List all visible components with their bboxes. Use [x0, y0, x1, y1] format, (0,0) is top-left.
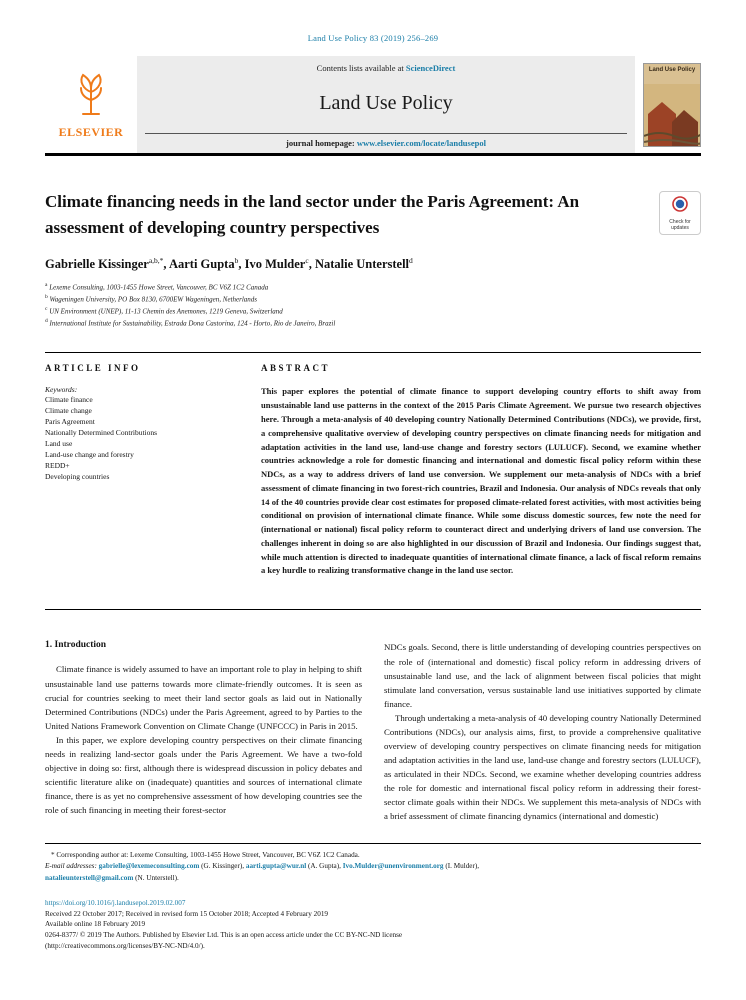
abstract-heading: ABSTRACT — [261, 363, 331, 374]
keyword-item: Climate finance — [45, 395, 93, 405]
title-row — [45, 189, 701, 240]
article-title: Climate financing needs in the land sector under the Paris Agreement: An assessment of developing country perspectives — [45, 192, 580, 237]
header-band-center — [137, 56, 635, 153]
body-paragraph: In this paper, we explore developing country perspectives on their climate financing needs in realizing land-sector goals under the Paris Agreement. We have a two-fold objective in doing so: first, although there is widespread discussion in policy debates and scientific literature alike on (inadequate) quantities and sources of international climate finance, there is as yet no comprehensive assessment of how developing countries see the role of such financing in meeting their forest-sector — [45, 734, 362, 816]
author-affil-marker: b — [234, 256, 239, 265]
email-link[interactable]: gabrielle@lexemeconsulting.com — [98, 862, 200, 871]
body-paragraph: Climate finance is widely assumed to have an important role to play in helping to shift unsustainable land use patterns towards more climate-friendly outcomes. It is seen as crucial for countries seeking to meet their land sector goals as laid out in Nationally Determined Contributions (NDCs) under the Paris Agreement, agreed to by Parties to the United Nations Framework Convention on Climate Change (UNFCCC) in Paris in 2015. — [45, 664, 362, 731]
footnote-corresponding: * Corresponding author at: Lexeme Consulting, 1003-1455 Howe Street, Vancouver, BC V6Z 1C2 Canada. — [51, 851, 360, 860]
contents-prefix: Contents lists available at — [316, 63, 406, 73]
article-info-column — [45, 363, 241, 593]
keyword-item: Land-use change and forestry — [45, 449, 134, 459]
copyright-line: 0264-8377/ © 2019 The Authors. Published by Elsevier Ltd. This is an open access article under the CC BY-NC-ND license — [45, 931, 403, 940]
email-name: (I. Mulder), — [443, 862, 480, 871]
email-label: E-mail addresses: — [45, 862, 99, 871]
affiliation: $^a$ Lexeme Consulting, 1003-1455 Howe Street, Vancouver, BC V6Z 1C2 Canada — [45, 282, 269, 292]
email-link[interactable]: aarti.gupta@wur.nl — [245, 862, 307, 871]
section-heading-introduction: 1. Introduction — [45, 640, 107, 651]
email-name: (N. Unterstell). — [133, 873, 179, 882]
doi-link[interactable]: https://doi.org/10.1016/j.landusepol.2019.02.007 — [45, 898, 186, 907]
email-name: (G. Kissinger), — [199, 862, 246, 871]
body-column-right — [384, 640, 701, 823]
cover-cell — [635, 56, 701, 153]
journal-cover-thumbnail[interactable] — [643, 63, 701, 147]
license-url[interactable]: (http://creativecommons.org/licenses/BY-NC-ND/4.0/). — [45, 941, 205, 950]
doi-block — [45, 898, 701, 952]
affiliation: $^b$ Wageningen University, PO Box 8130, 6700EW Wageningen, Netherlands — [45, 293, 258, 304]
keyword-item: Paris Agreement — [45, 417, 95, 427]
body-paragraph: NDCs goals. Second, there is little understanding of developing countries perspectives on the role of (international and domestic) fiscal policy reform in addressing drivers of unsustainable land use, and the lack of alignment between fiscal policies that might stimulate land conversation, versus sustainable land use initiatives supported by climate finance. — [384, 642, 701, 709]
journal-title: Land Use Policy — [319, 91, 453, 114]
received-dates: Received 22 October 2017; Received in revised form 15 October 2018; Accepted 4 February 2019 — [45, 909, 329, 918]
keyword-item: Developing countries — [45, 471, 110, 481]
homepage-label: journal homepage: — [286, 138, 357, 148]
header-band-wrapper — [45, 56, 701, 156]
check-updates-icon — [672, 196, 688, 217]
body-columns — [45, 640, 701, 823]
footnote-separator — [45, 843, 701, 883]
available-online: Available online 18 February 2019 — [45, 920, 146, 929]
cover-title: Land Use Policy — [648, 66, 696, 73]
email-link[interactable]: natalieunterstell@gmail.com — [45, 873, 134, 882]
abstract-column — [261, 363, 701, 593]
abstract-text: This paper explores the potential of climate finance to support developing country efforts to shift away from unsustainable land use patterns in the context of the 2015 Paris Climate Agreement. We pursue two research objectives here. Through a meta-analysis of 40 developing country Nationally Determined Contributions (NDCs), we provide, first, a comprehensive qualitative overview of developing country perspectives on climate financing needs for mitigation and adaptation activities in the land use, land-use change and forestry sectors (LULUCF). Second, we examine whether countries acknowledge a role for domestic financing and international and domestic fiscal policy reform within these NDCs, as a way to address drivers of land use conversion. We supplement our meta-analysis of NDCs with a brief assessment of climate financing in two forest-rich countries, Brazil and Indonesia. Our analysis of NDCs reveals that only 14 of the 40 countries provide clear cost estimates for proposed climate-related forest activities, with most activities being conditional on provision of international climate finance. While some discuss domestic sources, few note the need for (international or national) fiscal policy reform to counteract direct and underlying drivers of land use conversion. The challenges inherent in doing so are also highlighted in our discussion of Brazil and Indonesia. Our findings suggest that, while much attention is directed to inadequate quantities of international climate finance, a lack of fiscal reform remains a key hurdle to realizing transformative change in the land use sector. — [261, 386, 701, 576]
elsevier-tree-icon — [70, 70, 112, 123]
author: Aarti Gupta$^b$, — [168, 256, 245, 272]
author: Gabrielle Kissinger$^{a,b,*}$, — [45, 256, 169, 272]
keyword-item: REDD+ — [45, 460, 70, 470]
author-list — [45, 256, 701, 272]
check-updates-label: Check for updates — [669, 218, 691, 231]
sciencedirect-link[interactable]: ScienceDirect — [405, 63, 456, 73]
article-info-heading: ARTICLE INFO — [45, 363, 141, 374]
author: Natalie Unterstell$^d$ — [314, 256, 413, 272]
affiliation: $^c$ UN Environment (UNEP), 11-13 Chemin des Anemones, 1219 Geneva, Switzerland — [45, 305, 283, 316]
keyword-item: Nationally Determined Contributions — [45, 428, 158, 438]
elsevier-logo — [45, 56, 137, 153]
header-band — [45, 56, 701, 153]
journal-reference: Land Use Policy 83 (2019) 256–269 — [307, 33, 439, 43]
email-link[interactable]: Ivo.Mulder@unenvironment.org — [342, 862, 444, 871]
keyword-item: Land use — [45, 438, 73, 448]
elsevier-logo-text: ELSEVIER — [58, 124, 124, 139]
keyword-item: Climate change — [45, 406, 92, 416]
author-affil-marker: a,b,* — [148, 256, 164, 265]
keywords-label: Keywords: — [45, 385, 78, 395]
author-affil-marker: d — [409, 256, 413, 265]
check-updates-badge[interactable] — [659, 191, 701, 235]
body-paragraph: Through undertaking a meta-analysis of 40 developing country Nationally Determined Contributions (NDCs), our analysis aims, first, to provide a comprehensive qualitative overview of developing country perspectives on climate financing needs for mitigation and adaptation activities in the land use, land-use change and forestry sectors (LULUCF), as articulated in their NDCs. Second, we examine whether developing countries address the role for domestic and international fiscal policy reform in addressing their forest-sector climate goals within their NDCs. We supplement this meta-analysis of NDCs with a brief assessment of climate financing dynamics (international and domestic) — [384, 712, 701, 822]
email-name: (A. Gupta), — [306, 862, 343, 871]
author-affil-marker: c — [305, 256, 309, 265]
affiliation: $^d$ International Institute for Sustainability, Estrada Dona Castorina, 124 - Horto, Rio de Janeiro, Brazil — [45, 317, 336, 327]
homepage-line — [145, 133, 627, 153]
contents-line — [317, 63, 456, 73]
affiliation-list — [45, 281, 701, 328]
author: Ivo Mulder$^c$, — [244, 256, 315, 272]
email-addresses-line — [45, 861, 701, 883]
meta-section — [45, 352, 701, 610]
body-column-left — [45, 640, 362, 823]
homepage-link[interactable]: www.elsevier.com/locate/landusepol — [356, 138, 486, 148]
